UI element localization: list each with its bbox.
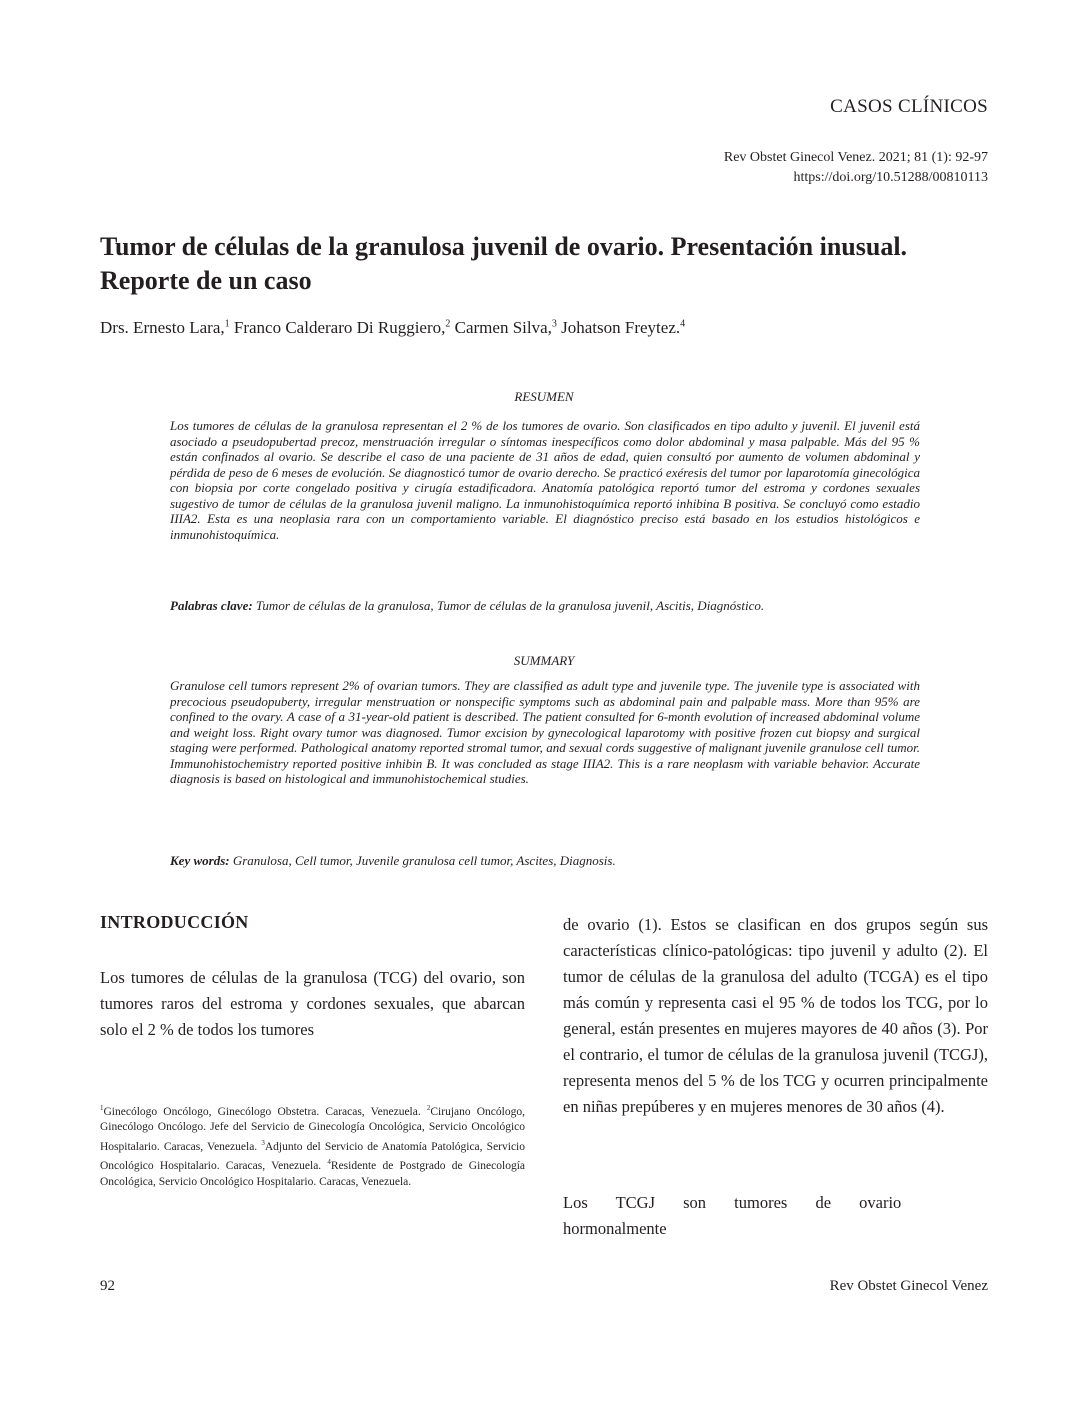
summary-keywords-label: Key words: <box>170 853 230 868</box>
citation <box>724 148 988 188</box>
summary-keywords-list: Granulosa, Cell tumor, Juvenile granulosa cell tumor, Ascites, Diagnosis. <box>229 853 616 868</box>
article-title: Tumor de células de la granulosa juvenil de ovario. Presentación inusual. Reporte de un caso <box>100 232 908 295</box>
author-1-affiliation: 1 <box>224 318 230 330</box>
citation-reference: Rev Obstet Ginecol Venez. 2021; 81 (1): 92-97 <box>723 150 988 165</box>
author-3-affiliation: 3 <box>551 318 557 330</box>
citation-doi[interactable]: https://doi.org/10.51288/00810113 <box>793 170 988 185</box>
footnote-affiliation-3: Adjunto del Servicio de Anatomía Patológica, Servicio Oncológico Hospitalario. Caracas, Venezuela. <box>100 1140 525 1173</box>
intro-paragraph-left: Los tumores de células de la granulosa (TCG) del ovario, son tumores raros del estroma y cordones sexuales, que abarcan solo el 2 % de todos los tumores <box>100 968 525 1039</box>
resumen-keywords <box>170 598 920 614</box>
summary-text: Granulose cell tumors represent 2% of ovarian tumors. They are classified as adult type and juvenile type. The juvenile type is associated with precocious pseudopuberty, irregular menstruation or nonspecific symptoms such as abdominal pain and palpable mass. More than 95% are confined to the ovary. A case of a 31-year-old patient is described. The patient consulted for 6-month evolution of increased abdominal volume and weight loss. Right ovary tumor was diagnosed. Tumor excision by gynecological laparotomy with positive frozen cut biopsy and surgical staging were performed. Pathological anatomy reported stromal tumor, and sexual cords suggestive of malignant juvenile granulose cell tumor. Immunohistochemistry reported positive inhibin B. It was concluded as stage IIIA2. This is a rare neoplasm with variable behavior. Accurate diagnosis is based on histological and immunohistochemical studies. <box>170 678 920 786</box>
intro-paragraph-right: de ovario (1). Estos se clasifican en dos grupos según sus características clínico-patológicas: tipo juvenil y adulto (2). El tumor de células de la granulosa del adulto (TCGA) es el tipo más común y representa casi el 95 % de todos los TCG, por lo general, están presentes en mujeres mayores de 40 años (3). Por el contrario, el tumor de células de la granulosa juvenil (TCGJ), representa menos del 5 % de los TCG y ocurren principalmente en niñas prepúberes y en mujeres menores de 30 años (4). <box>563 915 988 1116</box>
running-footer: Rev Obstet Ginecol Venez <box>829 1278 988 1294</box>
summary-heading: SUMMARY <box>513 653 575 668</box>
resumen-keywords-label: Palabras clave: <box>170 598 253 613</box>
summary-keywords <box>170 853 920 869</box>
author-2-affiliation: 2 <box>445 318 451 330</box>
author-4-affiliation: 4 <box>680 318 686 330</box>
footnote-marker-2: 2 <box>426 1104 431 1112</box>
page-number: 92 <box>100 1278 115 1294</box>
footnote-affiliation-2: Cirujano Oncólogo, Ginecólogo Oncólogo. Jefe del Servicio de Ginecología Oncológica, Servicio Oncológico Hospitalario. Caracas, Venezuela. <box>100 1105 525 1153</box>
footnote-marker-4: 4 <box>327 1158 331 1167</box>
footnote-affiliation-4: Residente de Postgrado de Ginecología Oncológica, Servicio Oncológico Hospitalario. Caracas, Venezuela. <box>100 1160 526 1188</box>
author-list <box>100 318 685 338</box>
footnote-marker-1: 1 <box>100 1104 104 1112</box>
author-4: Johatson Freytez. <box>556 318 681 337</box>
resumen-text: Los tumores de células de la granulosa representan el 2 % de los tumores de ovario. Son clasificados en tipo adulto y juvenil. El juvenil está asociado a pseudopubertad precoz, menstruación irregular o síntomas inespecíficos como dolor abdominal y masa palpable. Más del 95 % están confinados al ovario. Se describe el caso de una paciente de 31 años de edad, quien consultó por aumento de volumen abdominal y pérdida de peso de 6 meses de evolución. Se diagnosticó tumor de ovario derecho. Se practicó exéresis del tumor por laparotomía ginecológica con biopsia por corte congelado positiva y cirugía estadificadora. Anatomía patológica reportó tumor del estroma y cordones sexuales sugestivo de tumor de células de la granulosa juvenil maligno. La inmunohistoquímica reportó inhibina B positiva. Se concluyó como estadio IIIA2. Esta es una neoplasia rara con un comportamiento variable. El diagnóstico preciso está basado en los estudios histológicos e inmunohistoquímica. <box>170 418 920 542</box>
intro-heading: INTRODUCCIÓN <box>100 912 249 932</box>
resumen-heading: RESUMEN <box>514 389 574 404</box>
author-1: Drs. Ernesto Lara, <box>100 318 225 337</box>
affiliations-footnote <box>100 1101 525 1190</box>
author-2: Franco Calderaro Di Ruggiero, <box>229 318 446 337</box>
author-3: Carmen Silva, <box>450 318 552 337</box>
resumen-keywords-list: Tumor de células de la granulosa, Tumor de células de la granulosa juvenil, Ascitis, Diagnóstico. <box>252 598 765 613</box>
section-label: CASOS CLÍNICOS <box>830 96 988 117</box>
footnote-marker-3: 3 <box>261 1139 265 1148</box>
intro-paragraph-right-2: Los TCGJ son tumores de ovario hormonalmente <box>563 1193 902 1238</box>
footnote-affiliation-1: Ginecólogo Oncólogo, Ginecólogo Obstetra. Caracas, Venezuela. <box>103 1105 427 1118</box>
